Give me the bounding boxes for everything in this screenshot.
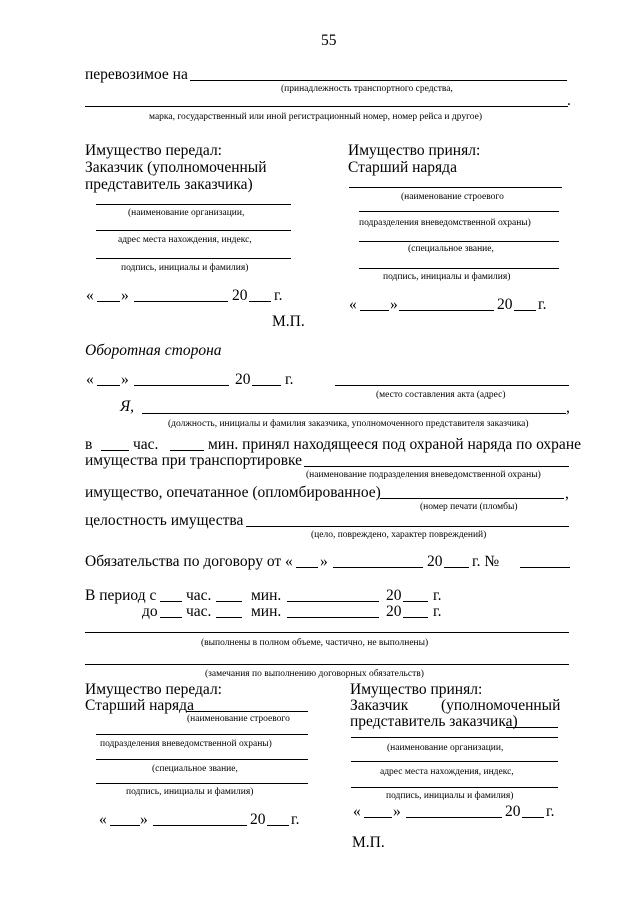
reverse-right-month-line[interactable]	[406, 817, 502, 818]
reverse-from-minute-line[interactable]	[216, 601, 242, 602]
reverse-left-year-prefix: 20	[250, 811, 266, 828]
reverse-to-hour-word: час.	[186, 603, 212, 620]
front-right-date-open: «	[349, 296, 357, 313]
front-right-rank-line[interactable]	[359, 241, 559, 242]
reverse-day-line[interactable]	[97, 385, 120, 386]
transported-on-label: перевозимое на	[85, 66, 188, 83]
front-left-date-close: »	[121, 287, 129, 304]
line-end-dot: .	[567, 92, 571, 109]
front-left-note-2: адрес места нахождения, индекс,	[118, 235, 252, 245]
reverse-right-address-line[interactable]	[351, 761, 558, 762]
front-right-heading: Имущество принял:	[348, 142, 481, 159]
reverse-left-note-3: (специальное звание,	[152, 764, 238, 774]
reverse-left-unit-line-2[interactable]	[96, 734, 308, 735]
reverse-right-role-line[interactable]	[506, 727, 558, 728]
front-right-month-line[interactable]	[399, 310, 494, 311]
reverse-to-minute-line[interactable]	[216, 617, 242, 618]
reverse-at-word: в	[85, 436, 93, 453]
reverse-right-note-3: подпись, инициалы и фамилия)	[386, 791, 514, 801]
reverse-right-date-close: »	[393, 803, 401, 820]
reverse-left-note-2: подразделения вневедомственной охраны)	[100, 739, 272, 749]
reverse-from-year-prefix: 20	[386, 587, 402, 604]
reverse-to-date-line[interactable]	[287, 617, 379, 618]
reverse-person-line[interactable]	[142, 413, 566, 414]
front-right-note-2: подразделения вневедомственной охраны)	[359, 218, 531, 228]
reverse-unit-line[interactable]	[304, 466, 569, 467]
reverse-right-year-prefix: 20	[505, 803, 521, 820]
front-right-year-line[interactable]	[514, 310, 536, 311]
front-left-seal: М.П.	[272, 313, 305, 330]
front-left-note-3: подпись, инициалы и фамилия)	[121, 263, 249, 273]
reverse-right-heading: Имущество принял:	[350, 681, 483, 698]
reverse-obl-day-line[interactable]	[296, 567, 318, 568]
reverse-obl-close: »	[320, 553, 328, 570]
reverse-right-year-line[interactable]	[522, 817, 544, 818]
reverse-left-note-4: подпись, инициалы и фамилия)	[126, 787, 254, 797]
front-left-year-line[interactable]	[249, 301, 271, 302]
front-left-note-1: (наименование организации,	[128, 208, 245, 218]
reverse-left-year-suffix: г.	[291, 811, 300, 828]
reverse-integrity-text: целостность имущества	[85, 512, 244, 529]
reverse-date-close: »	[121, 371, 129, 388]
front-left-role-1: Заказчик (уполномоченный	[85, 159, 267, 176]
reverse-seal-note: (номер печати (пломбы)	[420, 502, 518, 512]
reverse-minute-line[interactable]	[170, 450, 204, 451]
front-right-year-suffix: г.	[538, 296, 547, 313]
reverse-month-line[interactable]	[134, 385, 229, 386]
reverse-obl-suffix: г. №	[472, 553, 500, 570]
reverse-right-day-line[interactable]	[364, 817, 392, 818]
vehicle-owner-note: (принадлежность транспортного средства,	[281, 84, 453, 94]
reverse-sealed-text: имущество, опечатанное (опломбированное)	[85, 484, 381, 501]
front-right-note-4: подпись, инициалы и фамилия)	[383, 272, 511, 282]
front-left-signature-line[interactable]	[96, 258, 291, 259]
reverse-place-note: (место составления акта (адрес)	[376, 390, 506, 400]
vehicle-details-line[interactable]	[85, 106, 568, 107]
reverse-fulfilled-line[interactable]	[85, 632, 569, 633]
reverse-left-note-1: (наименование строевого	[187, 714, 290, 724]
reverse-right-role-1b: (уполномоченный	[441, 697, 561, 714]
reverse-obl-year-line[interactable]	[444, 567, 469, 568]
reverse-transport-text: имущества при транспортировке	[85, 452, 303, 469]
reverse-left-year-line[interactable]	[267, 825, 289, 826]
reverse-seal-number-line[interactable]	[380, 498, 564, 499]
reverse-from-year-suffix: г.	[433, 587, 442, 604]
reverse-year-suffix: г.	[285, 371, 294, 388]
reverse-place-line[interactable]	[335, 385, 569, 386]
reverse-obl-number-line[interactable]	[520, 567, 570, 568]
reverse-to-hour-line[interactable]	[160, 617, 182, 618]
reverse-seal-comma: ,	[565, 485, 569, 502]
reverse-from-date-line[interactable]	[287, 601, 379, 602]
front-right-date-close: »	[390, 296, 398, 313]
reverse-left-role: Старший наряда	[85, 697, 194, 714]
reverse-unit-note: (наименование подразделения вневедомственной охраны)	[306, 470, 541, 480]
reverse-right-year-suffix: г.	[546, 803, 555, 820]
reverse-right-role-2: представитель заказчика)	[350, 713, 518, 730]
front-left-org-line[interactable]	[96, 204, 291, 205]
vehicle-details-note: марка, государственный или иной регистрационный номер, номер рейса и другое)	[149, 112, 482, 122]
reverse-left-heading: Имущество передал:	[85, 681, 222, 698]
reverse-period-from: В период с	[85, 587, 157, 604]
reverse-person-note: (должность, инициалы и фамилия заказчика, уполномоченного представителя заказчика)	[168, 419, 529, 429]
reverse-obligations-text: Обязательства по договору от	[85, 553, 282, 570]
reverse-i-word: Я,	[120, 398, 135, 415]
reverse-from-hour-line[interactable]	[160, 601, 182, 602]
reverse-to-year-line[interactable]	[403, 617, 428, 618]
front-right-year-prefix: 20	[497, 296, 513, 313]
front-left-year-prefix: 20	[232, 287, 248, 304]
reverse-obl-open: «	[285, 553, 293, 570]
reverse-left-month-line[interactable]	[153, 825, 247, 826]
reverse-to-year-suffix: г.	[433, 603, 442, 620]
reverse-hour-word: час.	[133, 436, 159, 453]
reverse-left-rank-line[interactable]	[96, 759, 308, 760]
front-left-address-line[interactable]	[96, 230, 291, 231]
reverse-from-minute-word: мин.	[251, 587, 282, 604]
front-right-role: Старший наряда	[348, 159, 457, 176]
reverse-fulfilled-note: (выполнены в полном объеме, частично, не выполнены)	[201, 638, 429, 648]
reverse-left-unit-line[interactable]	[186, 711, 308, 712]
reverse-title: Оборотная сторона	[85, 342, 222, 359]
front-left-month-line[interactable]	[134, 301, 228, 302]
reverse-left-date-open: «	[99, 811, 107, 828]
reverse-year-line[interactable]	[252, 385, 281, 386]
reverse-right-note-2: адрес места нахождения, индекс,	[380, 767, 514, 777]
reverse-accepted-text: мин. принял находящееся под охраной наряда по охране	[208, 436, 581, 453]
reverse-right-role-1: Заказчик	[350, 697, 409, 714]
front-left-heading: Имущество передал:	[85, 142, 222, 159]
reverse-right-signature-line[interactable]	[351, 787, 558, 788]
reverse-remarks-note: (замечания по выполнению договорных обязательств)	[205, 669, 424, 679]
reverse-left-date-close: »	[140, 811, 148, 828]
reverse-right-note-1: (наименование организации,	[387, 743, 504, 753]
front-right-unit-line[interactable]	[349, 187, 562, 188]
reverse-remarks-line[interactable]	[85, 664, 569, 665]
reverse-obl-month-line[interactable]	[333, 567, 423, 568]
front-right-day-line[interactable]	[360, 310, 389, 311]
reverse-period-to: до	[142, 603, 158, 620]
front-left-date-open: «	[86, 287, 94, 304]
reverse-left-signature-line[interactable]	[96, 783, 308, 784]
reverse-person-comma: ,	[566, 399, 570, 416]
front-right-signature-line[interactable]	[359, 268, 559, 269]
vehicle-owner-line[interactable]	[190, 80, 567, 81]
front-left-day-line[interactable]	[97, 301, 120, 302]
reverse-to-minute-word: мин.	[251, 603, 282, 620]
reverse-left-day-line[interactable]	[110, 825, 140, 826]
front-left-year-suffix: г.	[274, 287, 283, 304]
reverse-integrity-line[interactable]	[246, 526, 569, 527]
reverse-to-year-prefix: 20	[386, 603, 402, 620]
reverse-right-date-open: «	[353, 803, 361, 820]
reverse-integrity-note: (цело, повреждено, характер повреждений)	[311, 530, 487, 540]
front-right-note-1: (наименование строевого	[401, 192, 504, 202]
reverse-hour-line[interactable]	[101, 450, 129, 451]
reverse-obl-year-prefix: 20	[427, 553, 443, 570]
reverse-year-prefix: 20	[235, 371, 251, 388]
reverse-from-hour-word: час.	[186, 587, 212, 604]
front-left-role-2: представитель заказчика)	[85, 176, 253, 193]
reverse-right-org-line[interactable]	[351, 737, 558, 738]
page-number: 55	[321, 32, 337, 49]
reverse-date-open: «	[86, 371, 94, 388]
front-right-unit-line-2[interactable]	[359, 211, 559, 212]
front-right-note-3: (специальное звание,	[408, 244, 494, 254]
reverse-right-seal: М.П.	[352, 834, 385, 851]
reverse-from-year-line[interactable]	[403, 601, 428, 602]
